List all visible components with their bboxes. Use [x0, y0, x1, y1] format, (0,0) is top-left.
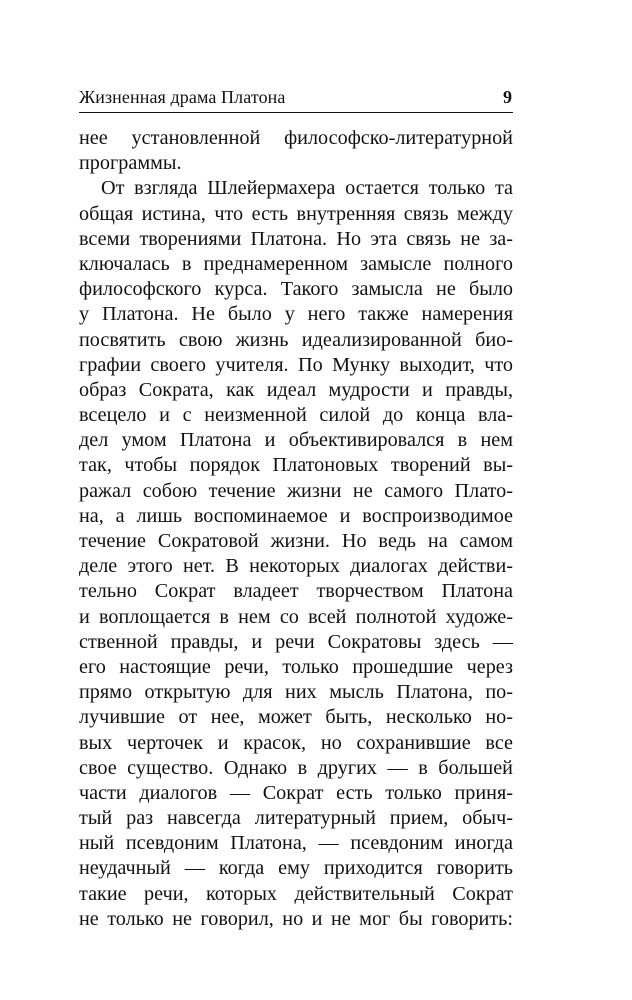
text-line: вых черточек и красок, но сохранившие все [79, 731, 513, 754]
text-line: так, чтобы порядок Платоновых творений вы- [79, 454, 513, 477]
running-header [79, 86, 512, 108]
text-line: неудачный — когда ему приходится говорить [79, 857, 513, 880]
text-line: ный псевдоним Платона, — псевдоним иногда [79, 832, 513, 855]
text-line: образ Сократа, как идеал мудрости и правды, [79, 378, 513, 401]
text-line: части диалогов — Сократ есть только приня- [79, 781, 513, 804]
page-number: 9 [503, 87, 512, 107]
text-line: ственной правды, и речи Сократовы здесь — [79, 630, 513, 653]
text-line: дел умом Платона и объективировался в нем [79, 429, 513, 452]
text-line: всецело и с неизменной силой до конца вла- [79, 404, 513, 427]
header-rule [79, 112, 513, 113]
text-line: тый раз навсегда литературный прием, обыч- [79, 807, 513, 830]
running-title: Жизненная драма Платона [79, 87, 286, 107]
text-line: ключалась в преднамеренном замысле полного [79, 252, 513, 275]
text-line: и воплощается в нем со всей полнотой художе- [79, 605, 513, 628]
text-line: графии своего учителя. По Мунку выходит, что [79, 353, 513, 376]
text-line: его настоящие речи, только прошедшие через [79, 655, 513, 678]
text-line: всеми творениями Платона. Но эта связь не за- [79, 227, 513, 250]
text-line: деле этого нет. В некоторых диалогах действи- [79, 555, 513, 578]
text-line: посвятить свою жизнь идеализированной био- [79, 328, 513, 351]
text-line: От взгляда Шлейермахера остается только та [101, 177, 513, 200]
text-line: не только не говорил, но и не мог бы говорить: [79, 907, 513, 930]
text-line: такие речи, которых действительный Сократ [79, 882, 513, 905]
text-line: свое существо. Однако в других — в большей [79, 756, 513, 779]
text-line: программы. [79, 152, 182, 175]
text-line: общая истина, что есть внутренняя связь между [79, 202, 513, 225]
text-line: течение Сократовой жизни. Но ведь на самом [79, 530, 513, 552]
text-line: прямо открытую для них мысль Платона, по- [79, 681, 513, 704]
text-line: лучившие от нее, может быть, несколько но- [79, 706, 513, 729]
text-line: тельно Сократ владеет творчеством Платона [79, 580, 513, 603]
text-line: философского курса. Такого замысла не было [79, 278, 513, 301]
text-line: ражал собою течение жизни не самого Плато- [79, 479, 513, 502]
text-line: на, а лишь воспоминаемое и воспроизводимое [79, 504, 513, 527]
text-line: нее установленной философско-литературной [79, 127, 513, 149]
body-text [79, 126, 513, 932]
text-line: у Платона. Не было у него также намерения [79, 303, 513, 326]
